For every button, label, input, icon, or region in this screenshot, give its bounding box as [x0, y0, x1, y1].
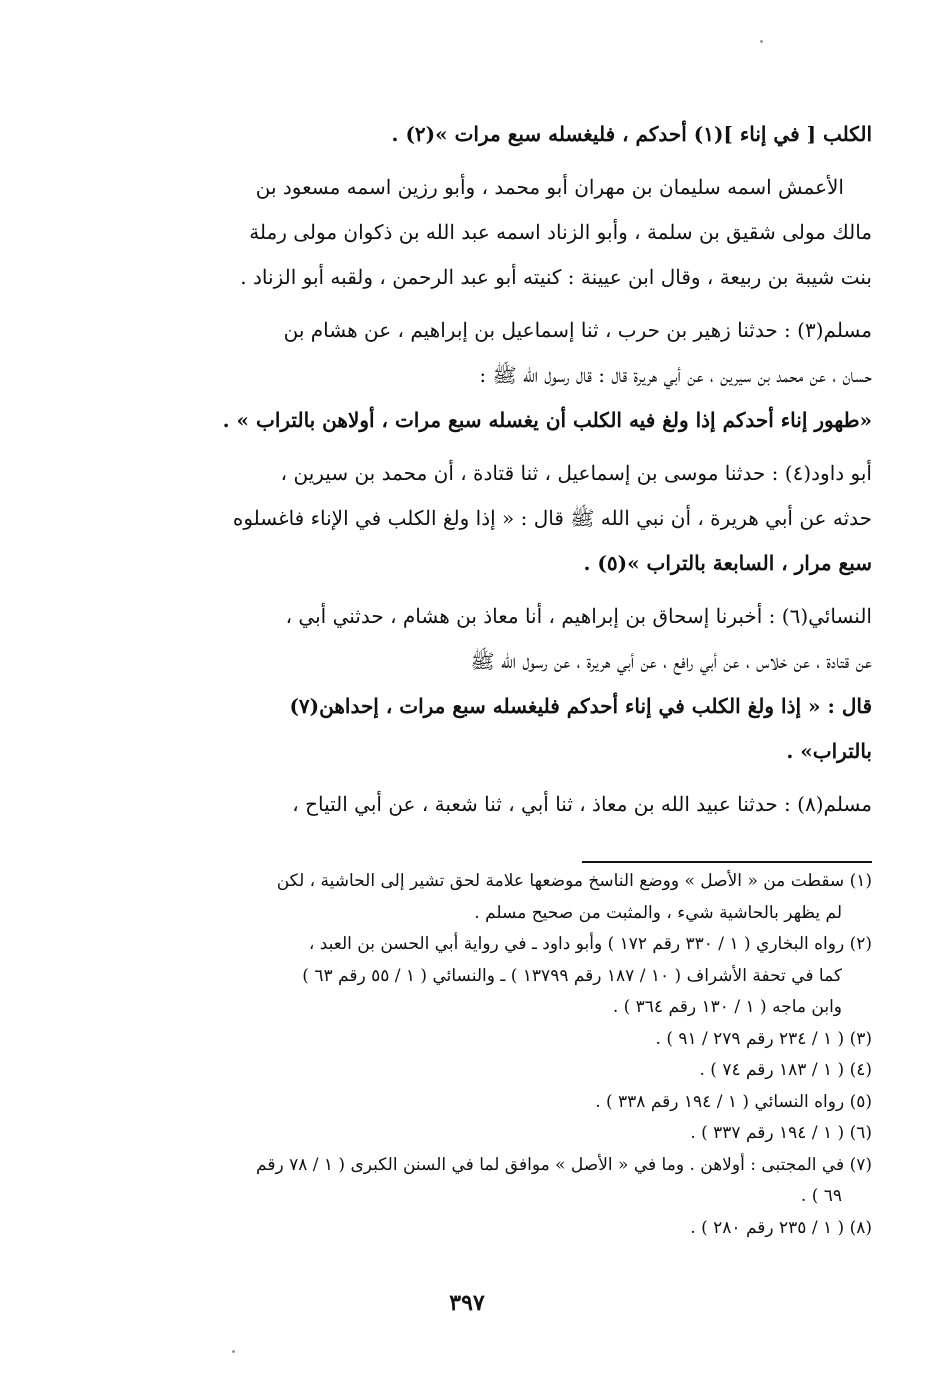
text-line: حدثه عن أبي هريرة ، أن نبي الله ﷺ قال : « إذا ولغ الكلب في الإناء فاغسلوه	[232, 506, 872, 530]
paragraph-1	[140, 112, 872, 157]
footnote-3: (٣) ( ١ / ٢٣٤ رقم ٢٧٩ / ٩١ ) .	[655, 1028, 872, 1049]
text-line: النسائي(٦) : أخبرنا إسحاق بن إبراهيم ، أنا معاذ بن هشام ، حدثني أبي ،	[285, 604, 872, 628]
text-line: سبع مرار ، السابعة بالتراب »(٥) .	[583, 551, 872, 575]
text-line: حسان ، عن محمد بن سيرين ، عن أبي هريرة قال : قال رسول الله ﷺ :	[479, 363, 872, 387]
footnote-7: (٧) في المجتبى : أولاهن . وما في « الأصل » موافق لما في السنن الكبرى ( ١ / ٧٨ رقم	[256, 1154, 872, 1175]
scan-speck	[760, 40, 763, 43]
footnote-8: (٨) ( ١ / ٢٣٥ رقم ٢٨٠ ) .	[690, 1217, 872, 1238]
paragraph-4	[140, 451, 872, 586]
text-line: قال : « إذا ولغ الكلب في إناء أحدكم فليغسله سبع مرات ، إحداهن(٧)	[289, 694, 872, 718]
text-line: عن قتادة ، عن خلاس ، عن أبي رافع ، عن أبي هريرة ، عن رسول الله ﷺ	[470, 649, 872, 673]
text-line: الكلب [ في إناء ](١) أحدكم ، فليغسله سبع مرات »(٢) .	[391, 122, 872, 146]
text-line: أبو داود(٤) : حدثنا موسى بن إسماعيل ، ثنا قتادة ، أن محمد بن سيرين ،	[280, 461, 872, 485]
footnote-6: (٦) ( ١ / ١٩٤ رقم ٣٣٧ ) .	[690, 1123, 872, 1143]
text-line: مالك مولى شقيق بن سلمة ، وأبو الزناد اسمه عبد الله بن ذكوان مولى رملة	[249, 220, 872, 244]
main-text	[140, 112, 872, 835]
text-line: مسلم(٣) : حدثنا زهير بن حرب ، ثنا إسماعيل بن إبراهيم ، عن هشام بن	[283, 318, 872, 342]
text-line: مسلم(٨) : حدثنا عبيد الله بن معاذ ، ثنا أبي ، ثنا شعبة ، عن أبي التياح ،	[292, 792, 872, 816]
footnote-5: (٥) رواه النسائي ( ١ / ١٩٤ رقم ٣٣٨ ) .	[595, 1091, 872, 1112]
footnote-separator	[582, 861, 872, 863]
text-line: بنت شيبة بن ربيعة ، وقال ابن عيينة : كنيته أبو عبد الرحمن ، ولقبه أبو الزناد .	[240, 265, 872, 289]
footnote-7-continued: ٦٩ ) .	[800, 1186, 842, 1206]
text-line: «طهور إناء أحدكم إذا ولغ فيه الكلب أن يغسله سبع مرات ، أولاهن بالتراب » .	[222, 408, 872, 432]
paragraph-3	[140, 308, 872, 443]
page-number: ٣٩٧	[449, 1290, 485, 1316]
footnote-2-continued: وابن ماجه ( ١ / ١٣٠ رقم ٣٦٤ ) .	[612, 997, 842, 1017]
footnote-2-continued: كما في تحفة الأشراف ( ١٠ / ١٨٧ رقم ١٣٧٩٩ ) ـ والنسائي ( ١ / ٥٥ رقم ٦٣ )	[302, 965, 842, 986]
scan-speck	[232, 1350, 235, 1353]
footnotes	[140, 866, 872, 1244]
footnote-1: (١) سقطت من « الأصل » ووضع الناسخ موضعها علامة لحق تشير إلى الحاشية ، لكن	[276, 871, 872, 891]
footnote-1-continued: لم يظهر بالحاشية شيء ، والمثبت من صحيح مسلم .	[474, 902, 842, 923]
paragraph-6	[140, 782, 872, 827]
footnote-2: (٢) رواه البخاري ( ١ / ٣٣٠ رقم ١٧٢ ) وأبو داود ـ في رواية أبي الحسن بن العبد ،	[308, 934, 872, 954]
footnote-4: (٤) ( ١ / ١٨٣ رقم ٧٤ ) .	[699, 1060, 872, 1080]
paragraph-2	[140, 165, 872, 300]
text-line: الأعمش اسمه سليمان بن مهران أبو محمد ، وأبو رزين اسمه مسعود بن	[255, 175, 844, 199]
paragraph-5	[140, 594, 872, 774]
text-line: بالتراب» .	[786, 739, 872, 763]
